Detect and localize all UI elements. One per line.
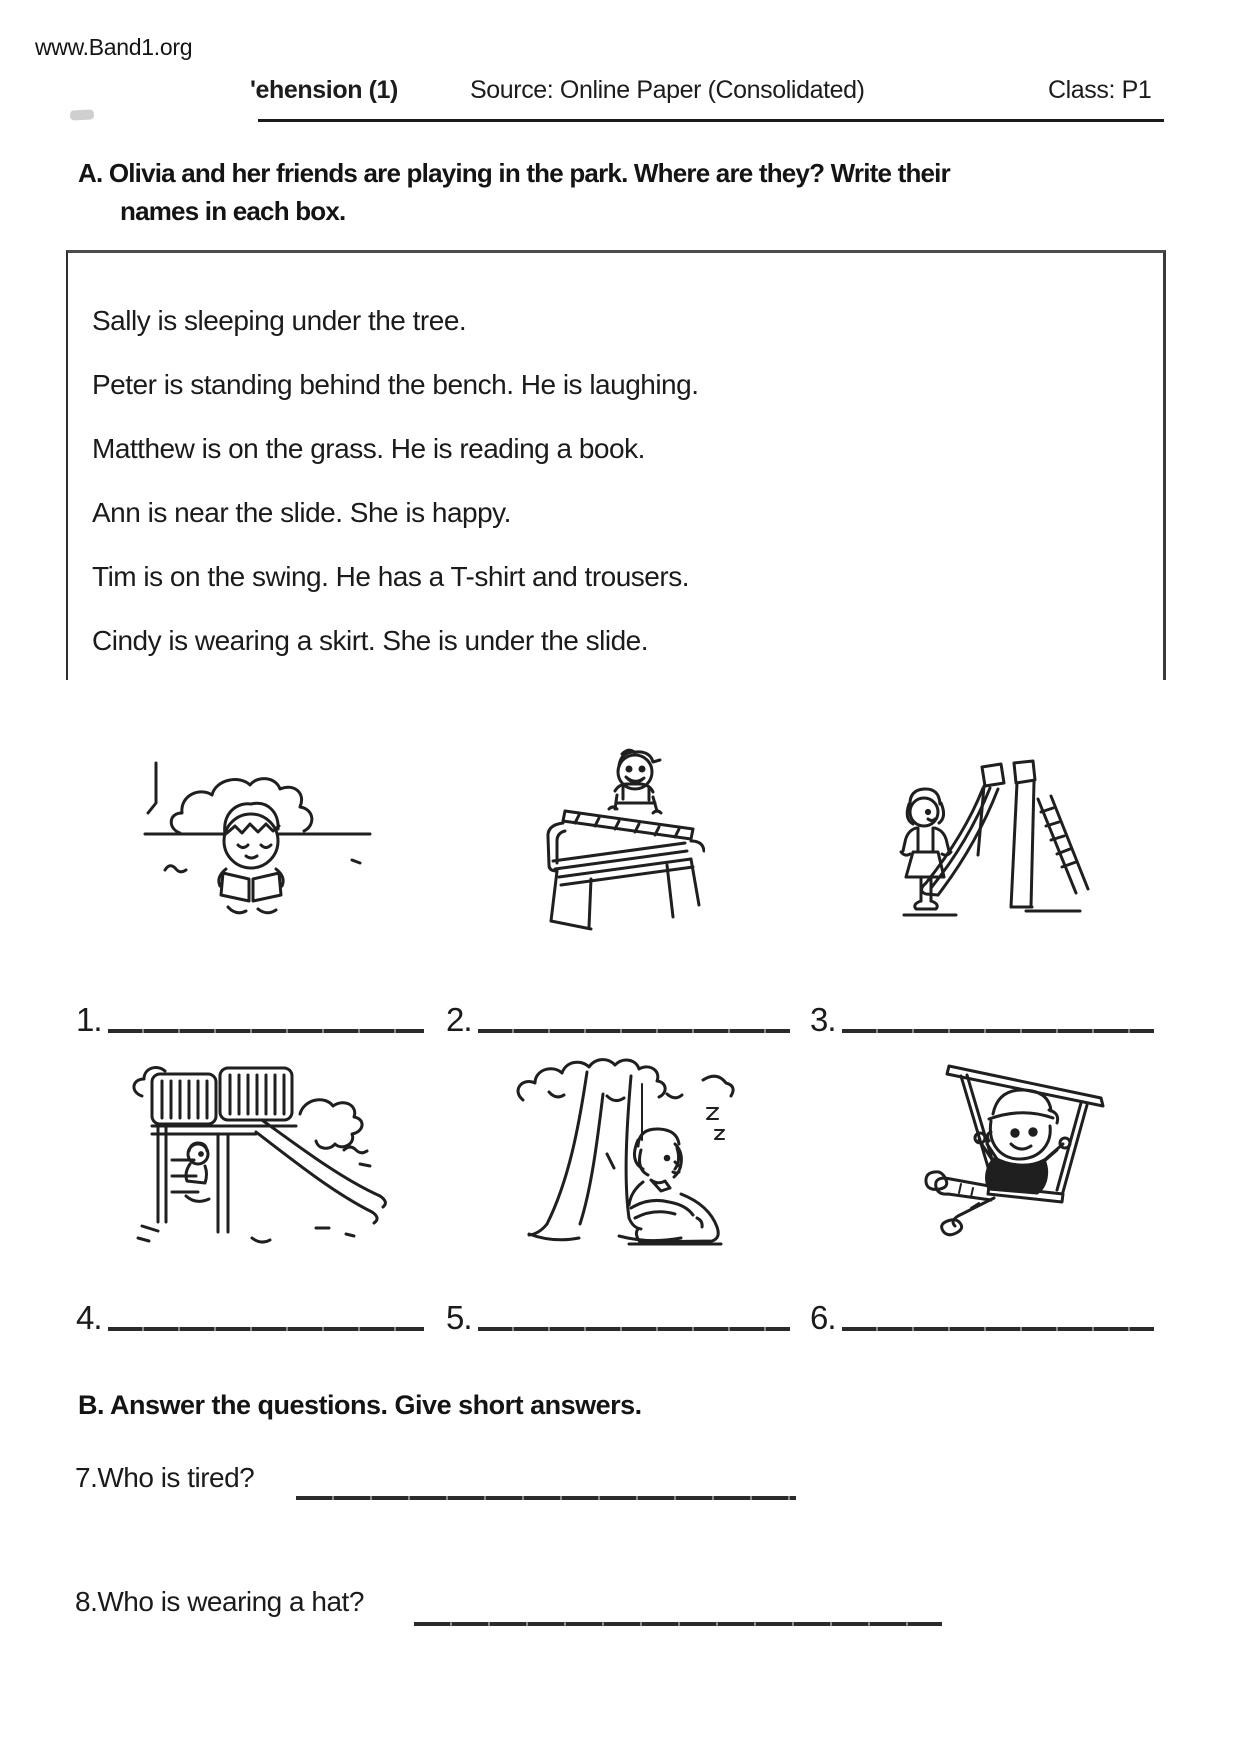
- answer-blank-1: [76, 994, 424, 1036]
- answer-line-4[interactable]: [108, 1325, 424, 1331]
- illustration-boy-reading-icon: [140, 755, 375, 935]
- answer-line-1[interactable]: [108, 1027, 424, 1033]
- answer-blank-3: [810, 994, 1154, 1036]
- sentence-cindy: Cindy is wearing a skirt. She is under the slide.: [92, 625, 648, 656]
- site-link: www.Band1.org: [35, 34, 193, 60]
- question-7-answer-line[interactable]: [296, 1496, 796, 1500]
- section-a-heading: [78, 154, 950, 230]
- section-a-heading-line2: names in each box.: [120, 196, 346, 226]
- blank-number-5: 5.: [446, 1299, 472, 1336]
- header-rule: [258, 119, 1164, 122]
- question-8-answer-line[interactable]: [414, 1622, 942, 1626]
- sentence-sally: Sally is sleeping under the tree.: [92, 305, 467, 336]
- header-source: Source: Online Paper (Consolidated): [470, 76, 865, 104]
- sentence-box: [66, 250, 1166, 680]
- illustration-playground-slide-icon: [110, 1040, 400, 1255]
- answer-line-6[interactable]: [842, 1325, 1154, 1331]
- question-8-label: 8.Who is wearing a hat?: [75, 1586, 364, 1617]
- section-b-heading: B. Answer the questions. Give short answers.: [78, 1390, 642, 1420]
- blank-number-1: 1.: [76, 1001, 102, 1038]
- blank-number-2: 2.: [446, 1001, 472, 1038]
- answer-blank-6: [810, 1292, 1154, 1334]
- header-title: 'ehension (1): [250, 76, 398, 104]
- scan-smudge: [70, 109, 94, 120]
- answer-line-5[interactable]: [478, 1325, 790, 1331]
- blank-number-4: 4.: [76, 1299, 102, 1336]
- illustration-boy-on-swing-icon: [895, 1048, 1125, 1238]
- question-7-label: 7.Who is tired?: [75, 1462, 255, 1493]
- section-a-heading-line1: A. Olivia and her friends are playing in the park. Where are they? Write their: [78, 158, 950, 188]
- answer-line-3[interactable]: [842, 1027, 1154, 1033]
- sentence-ann: Ann is near the slide. She is happy.: [92, 497, 511, 528]
- answer-blank-4: [76, 1292, 424, 1334]
- illustration-girl-under-tree-icon: [495, 1040, 760, 1250]
- sentence-peter: Peter is standing behind the bench. He is laughing.: [92, 369, 699, 400]
- sentence-tim: Tim is on the swing. He has a T-shirt and trousers.: [92, 561, 689, 592]
- answer-blank-5: [446, 1292, 790, 1334]
- sentence-matthew: Matthew is on the grass. He is reading a book.: [92, 433, 645, 464]
- blank-number-3: 3.: [810, 1001, 836, 1038]
- answer-blank-2: [446, 994, 790, 1036]
- illustration-boy-behind-bench-icon: [525, 745, 705, 935]
- illustration-girl-near-slide-icon: [880, 755, 1090, 935]
- header-class: Class: P1: [1048, 76, 1152, 104]
- blank-number-6: 6.: [810, 1299, 836, 1336]
- answer-line-2[interactable]: [478, 1027, 790, 1033]
